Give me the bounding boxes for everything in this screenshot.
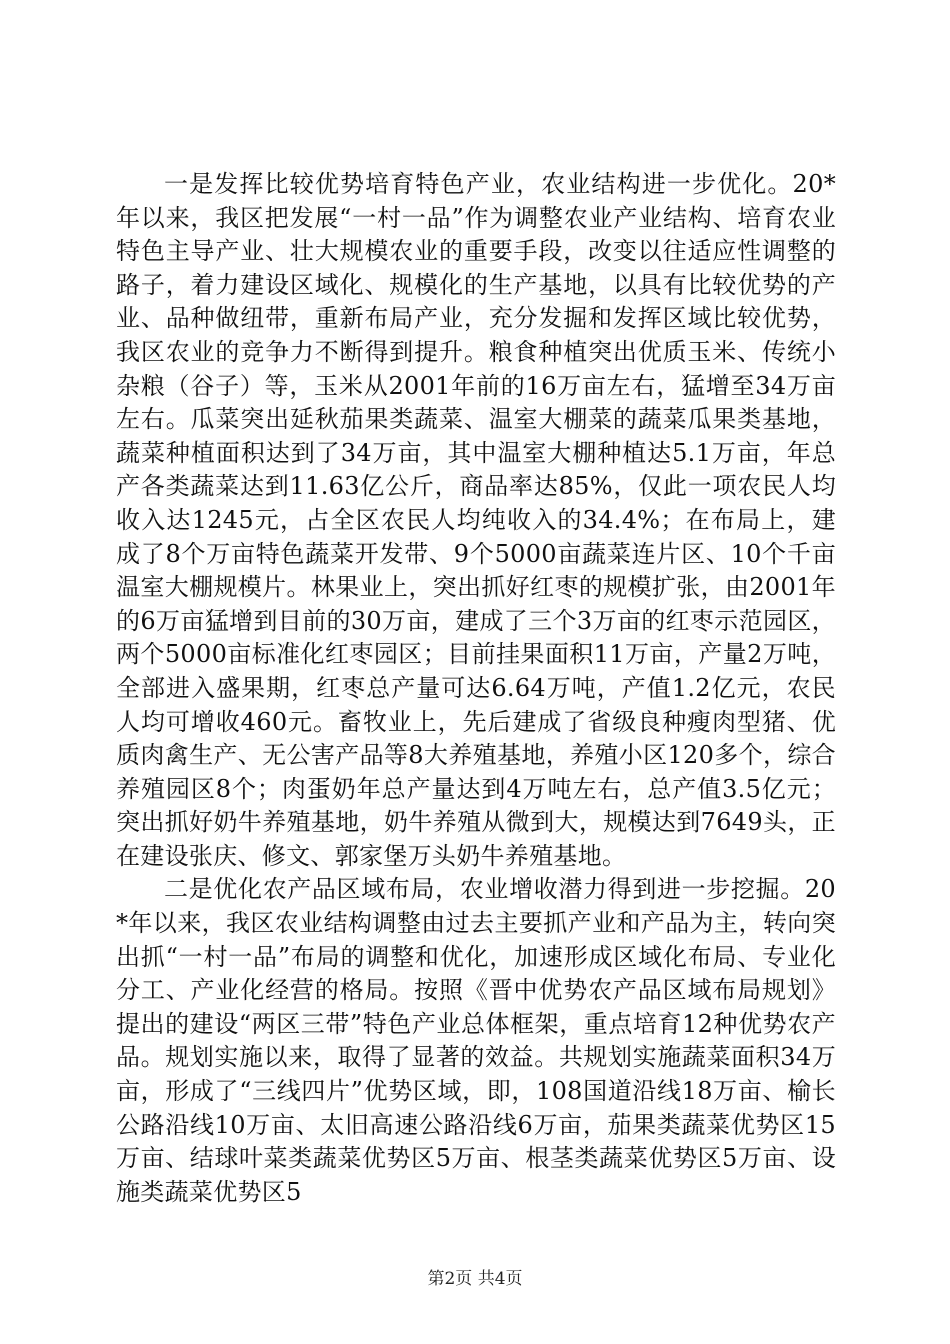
page-footer: 第2页 共4页 (427, 1269, 523, 1289)
paragraph-1: 一是发挥比较优势培育特色产业，农业结构进一步优化。20*年以来，我区把发展“一村一品”作为调整农业产业结构、培育农业特色主导产业、壮大规模农业的重要手段，改变以往适应性调整的路子，着力建设区域化、规模化的生产基地，以具有比较优势的产业、品种做纽带，重新布局产业，充分发掘和发挥区域比较优势，我区农业的竞争力不断得到提升。粮食种植突出优质玉米、传统小杂粮（谷子）等，玉米从2001年前的16万亩左右，猛增至34万亩左右。瓜菜突出延秋茄果类蔬菜、温室大棚菜的蔬菜瓜果类基地，蔬菜种植面积达到了34万亩，其中温室大棚种植达5.1万亩，年总产各类蔬菜达到11.63亿公斤，商品率达85%，仅此一项农民人均收入达1245元，占全区农民人均纯收入的34.4%；在布局上，建成了8个万亩特色蔬菜开发带、9个5000亩蔬菜连片区、10个千亩温室大棚规模片。林果业上，突出抓好红枣的规模扩张，由2001年的6万亩猛增到目前的30万亩，建成了三个3万亩的红枣示范园区，两个5000亩标准化红枣园区；目前挂果面积11万亩，产量2万吨，全部进入盛果期，红枣总产量可达6.64万吨，产值1.2亿元，农民人均可增收460元。畜牧业上，先后建成了省级良种瘦肉型猪、优质肉禽生产、无公害产品等8大养殖基地，养殖小区120多个，综合养殖园区8个；肉蛋奶年总产量达到4万吨左右，总产值3.5亿元；突出抓好奶牛养殖基地，奶牛养殖从微到大，规模达到7649头，正在建设张庆、修文、郭家堡万头奶牛养殖基地。 (116, 170, 836, 870)
paragraph-2: 二是优化农产品区域布局，农业增收潜力得到进一步挖掘。20*年以来，我区农业结构调整由过去主要抓产业和产品为主，转向突出抓“一村一品”布局的调整和优化，加速形成区域化布局、专业化分工、产业化经营的格局。按照《晋中优势农产品区域布局规划》提出的建设“两区三带”特色产业总体框架，重点培育12种优势农产品。规划实施以来，取得了显著的效益。共规划实施蔬菜面积34万亩，形成了“三线四片”优势区域，即，108国道沿线18万亩、榆长公路沿线10万亩、太旧高速公路沿线6万亩，茄果类蔬菜优势区15万亩、结球叶菜类蔬菜优势区5万亩、根茎类蔬菜优势区5万亩、设施类蔬菜优势区5 (116, 875, 836, 1206)
document-body (116, 168, 836, 1209)
